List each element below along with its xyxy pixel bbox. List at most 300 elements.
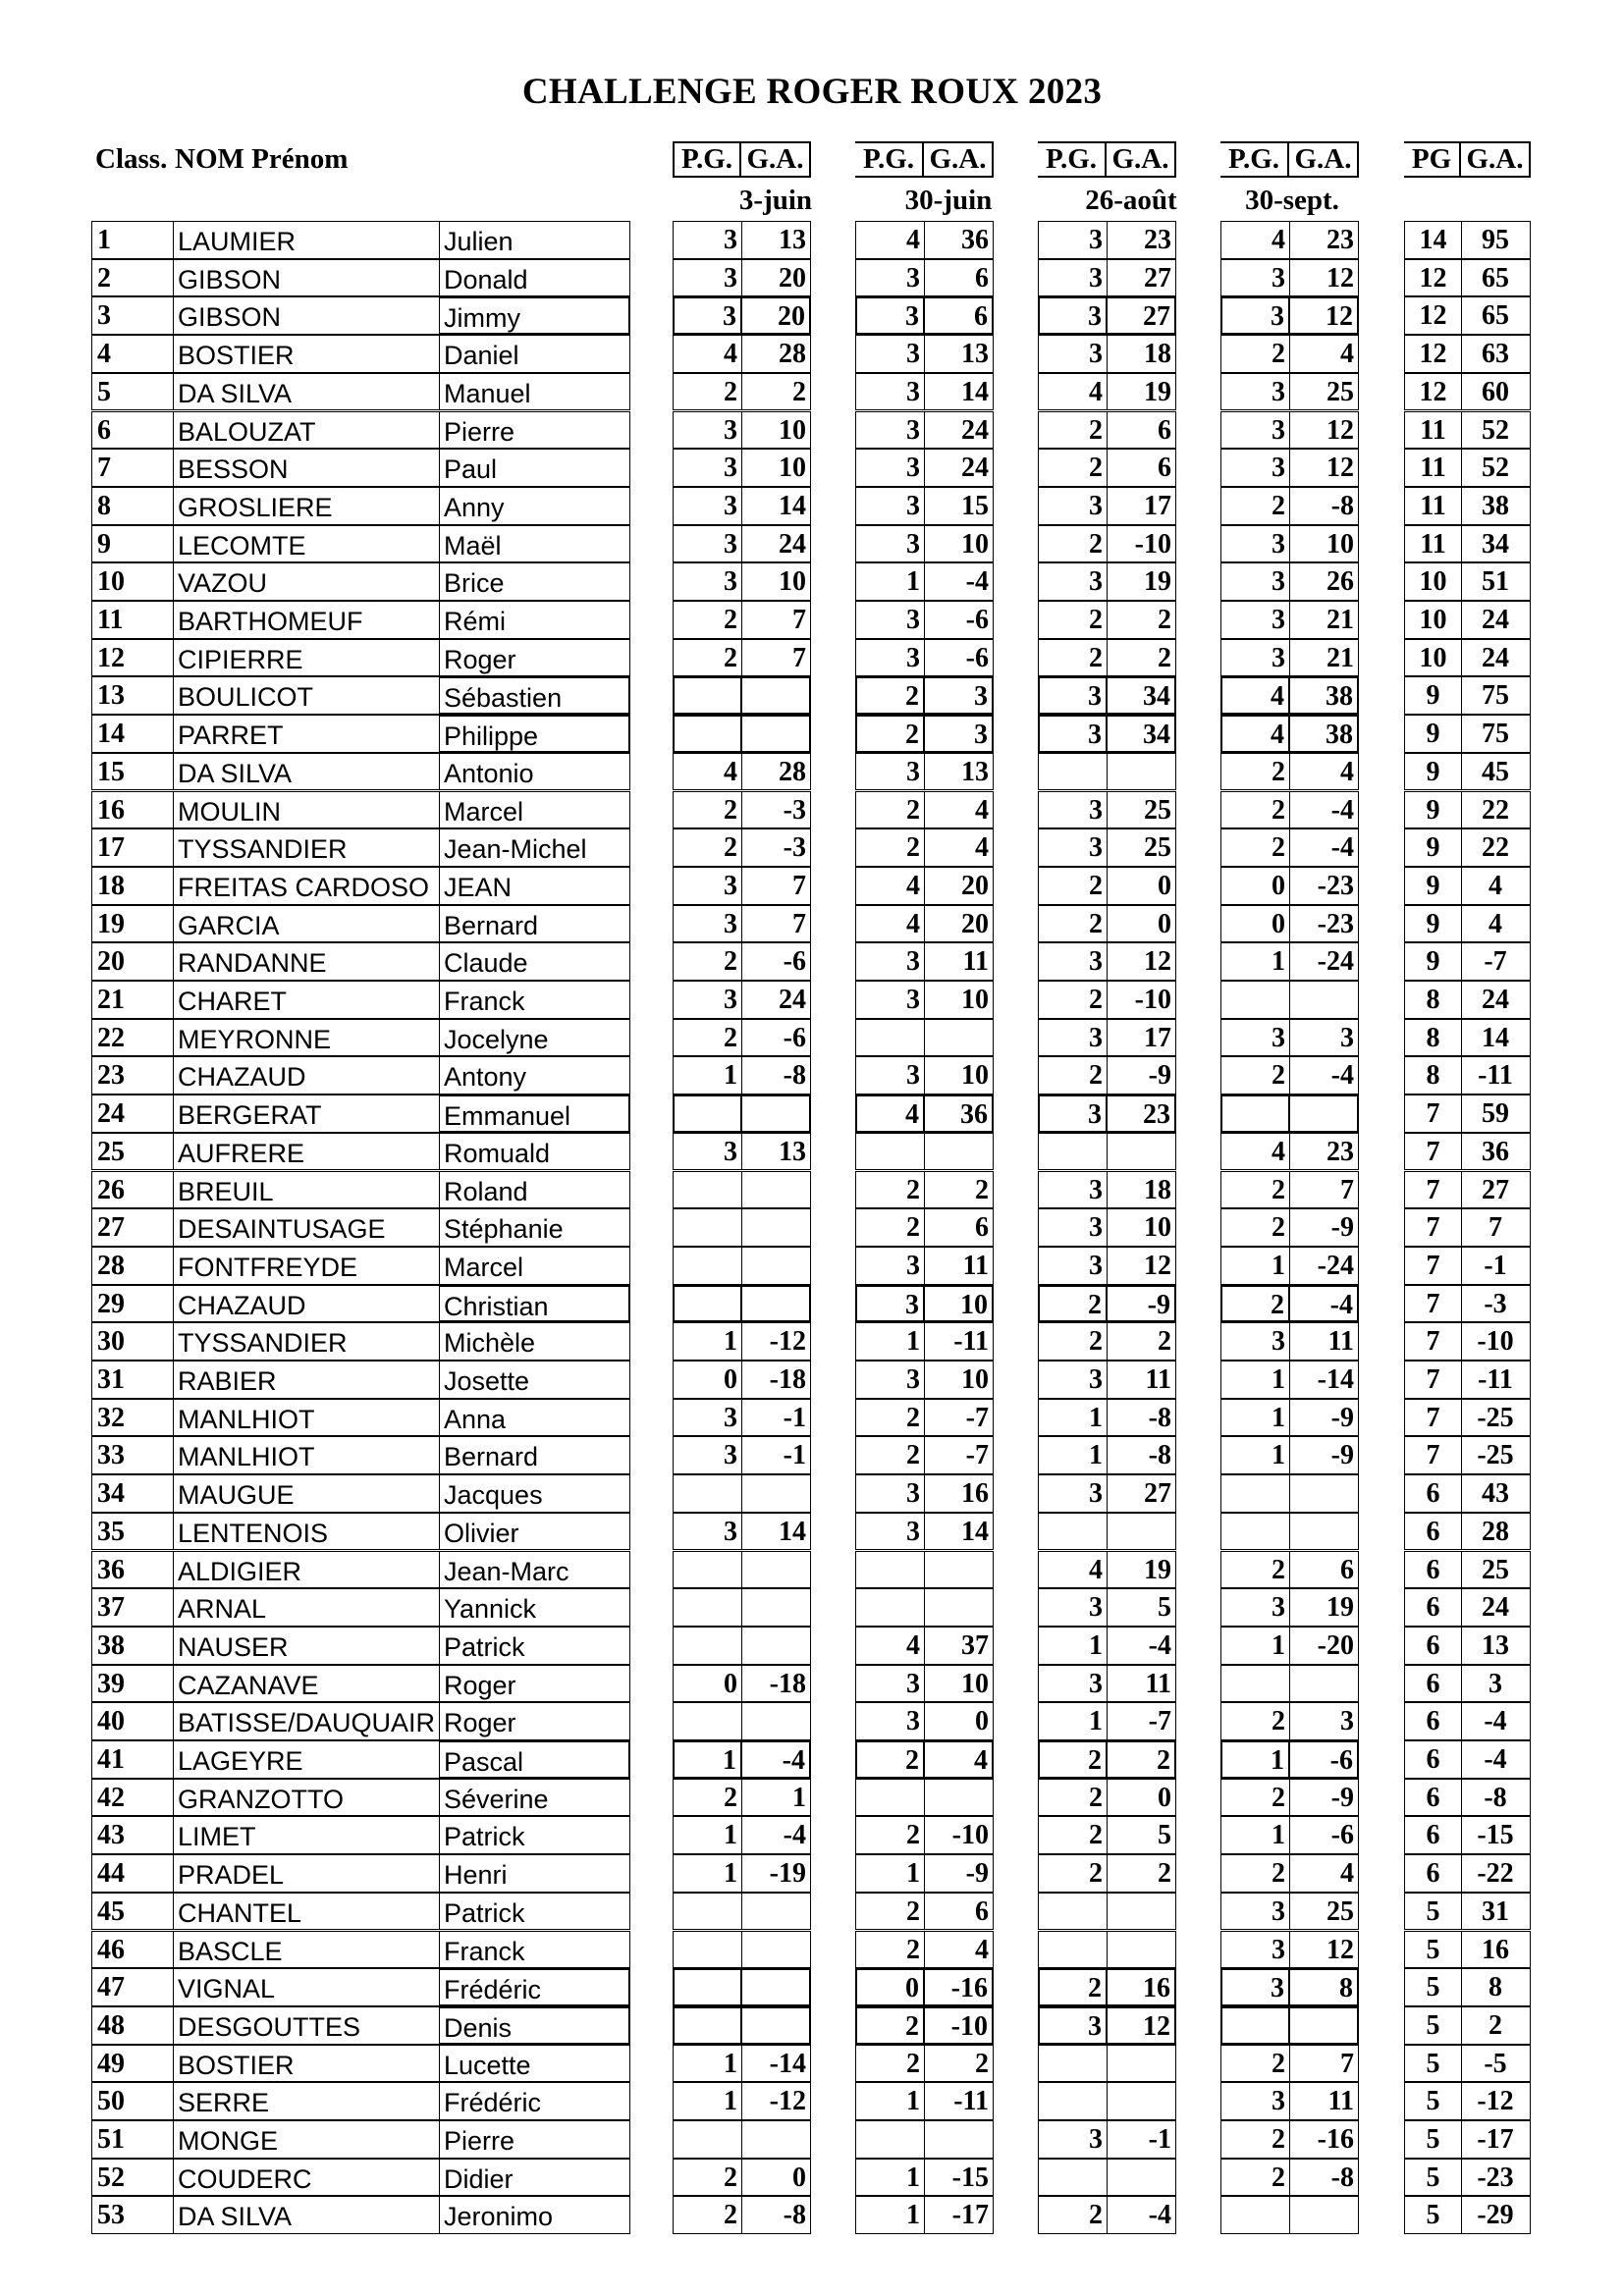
ga-cell-1: 10	[741, 449, 811, 487]
rank-cell: 28	[91, 1247, 174, 1285]
pg-total-cell: 5	[1404, 2045, 1462, 2083]
rank-cell: 38	[91, 1627, 174, 1665]
last-name-cell: GROSLIERE	[174, 487, 440, 525]
first-name-cell: Lucette	[440, 2045, 630, 2083]
pg-cell-3: 2	[1038, 981, 1108, 1019]
last-name-cell: BREUIL	[174, 1171, 440, 1209]
ga-total-cell: -25	[1461, 1436, 1531, 1474]
first-name-cell: Brice	[440, 562, 630, 601]
first-name-cell: Frédéric	[440, 1968, 630, 2006]
pg-total-cell: 12	[1404, 373, 1462, 411]
pg-total-cell: 9	[1404, 905, 1462, 943]
ga-cell-2: 10	[924, 1056, 994, 1095]
rank-cell: 8	[91, 487, 174, 525]
rank-cell: 18	[91, 867, 174, 905]
pg-cell-4: 2	[1220, 487, 1290, 525]
pg-cell-2: 3	[855, 639, 925, 677]
last-name-cell: MANLHIOT	[174, 1399, 440, 1437]
rank-cell: 34	[91, 1474, 174, 1513]
rank-cell: 48	[91, 2006, 174, 2045]
ga-cell-2: 16	[924, 1474, 994, 1513]
last-name-cell: FREITAS CARDOSO	[174, 867, 440, 905]
ga-cell-2: 37	[924, 1627, 994, 1665]
ga-total-cell: 4	[1461, 905, 1531, 943]
ga-cell-1: -18	[741, 1665, 811, 1703]
first-name-cell: Jean-Michel	[440, 828, 630, 867]
pg-cell-1: 3	[673, 449, 742, 487]
pg-total-cell: 11	[1404, 487, 1462, 525]
pg-total-cell: 7	[1404, 1322, 1462, 1361]
last-name-cell: PARRET	[174, 715, 440, 753]
pg-cell-2: 2	[855, 1399, 925, 1437]
ga-cell-3: 34	[1107, 676, 1176, 715]
pg-cell-3: 2	[1038, 525, 1108, 563]
rank-cell: 15	[91, 753, 174, 791]
ga-cell-4: 11	[1289, 2082, 1359, 2120]
pg-cell-4: 3	[1220, 449, 1290, 487]
pg-cell-2: 3	[855, 259, 925, 297]
pg-cell-4	[1220, 981, 1290, 1019]
pg-cell-1: 4	[673, 335, 742, 373]
pg-cell-1: 1	[673, 2045, 742, 2083]
pg-cell-4: 2	[1220, 335, 1290, 373]
ga-cell-3: -7	[1107, 1702, 1176, 1740]
ga-total-cell: 36	[1461, 1133, 1531, 1171]
pg-total-cell: 6	[1404, 1779, 1462, 1817]
ga-cell-3: 2	[1107, 1854, 1176, 1893]
pg-total-cell: 12	[1404, 259, 1462, 297]
first-name-cell: Séverine	[440, 1779, 630, 1817]
last-name-cell: ALDIGIER	[174, 1551, 440, 1589]
pg-cell-2	[855, 1551, 925, 1589]
pg-cell-2: 3	[855, 449, 925, 487]
pg-cell-2: 2	[855, 1171, 925, 1209]
pg-total-cell: 6	[1404, 1474, 1462, 1513]
ga-cell-1: 20	[741, 296, 811, 335]
ga-total-cell: 51	[1461, 562, 1531, 601]
pg-total-cell: 8	[1404, 1019, 1462, 1057]
pg-cell-4: 2	[1220, 1208, 1290, 1247]
pg-total-cell: 14	[1404, 221, 1462, 259]
ga-cell-2: -11	[924, 2082, 994, 2120]
ga-cell-3	[1107, 1133, 1176, 1171]
ga-cell-3: 0	[1107, 867, 1176, 905]
first-name-cell: Pierre	[440, 411, 630, 450]
ga-cell-3: 0	[1107, 905, 1176, 943]
ga-cell-2: 20	[924, 905, 994, 943]
pg-total-cell: 7	[1404, 1095, 1462, 1133]
ga-cell-4: 25	[1289, 373, 1359, 411]
pg-total-cell: 9	[1404, 676, 1462, 715]
header-ga-4: G.A.	[1289, 141, 1359, 178]
pg-cell-2: 3	[855, 1056, 925, 1095]
pg-total-cell: 7	[1404, 1133, 1462, 1171]
last-name-cell: BOSTIER	[174, 2045, 440, 2083]
ga-cell-2: 10	[924, 1285, 994, 1323]
ga-cell-2: 4	[924, 828, 994, 867]
ga-cell-2: 10	[924, 525, 994, 563]
pg-cell-3	[1038, 1931, 1108, 1969]
header-ga-3: G.A.	[1107, 141, 1176, 178]
last-name-cell: GRANZOTTO	[174, 1779, 440, 1817]
first-name-cell: Jacques	[440, 1474, 630, 1513]
rank-cell: 52	[91, 2159, 174, 2197]
pg-cell-1: 2	[673, 942, 742, 981]
ga-cell-2: 36	[924, 221, 994, 259]
ga-cell-1	[741, 1474, 811, 1513]
ga-cell-4: 6	[1289, 1551, 1359, 1589]
pg-total-cell: 11	[1404, 525, 1462, 563]
pg-cell-3: 3	[1038, 487, 1108, 525]
first-name-cell: Julien	[440, 221, 630, 259]
pg-cell-2: 1	[855, 2159, 925, 2197]
pg-cell-1	[673, 1247, 742, 1285]
header-pg-2: P.G.	[855, 141, 924, 178]
pg-cell-2: 2	[855, 2045, 925, 2083]
pg-cell-2: 4	[855, 1627, 925, 1665]
rank-cell: 46	[91, 1931, 174, 1969]
ga-cell-4: -16	[1289, 2120, 1359, 2159]
pg-cell-2: 2	[855, 1893, 925, 1931]
pg-cell-4: 2	[1220, 2120, 1290, 2159]
pg-cell-3: 3	[1038, 1171, 1108, 1209]
ga-total-cell: 75	[1461, 715, 1531, 753]
ga-cell-3: 2	[1107, 601, 1176, 639]
ga-total-cell: -8	[1461, 1779, 1531, 1817]
pg-cell-3: 2	[1038, 1740, 1108, 1779]
ga-cell-4: 4	[1289, 335, 1359, 373]
pg-cell-4: 3	[1220, 411, 1290, 450]
pg-cell-3: 3	[1038, 676, 1108, 715]
pg-cell-2: 2	[855, 2006, 925, 2045]
header-pg-total: PG	[1404, 141, 1461, 178]
ga-cell-1	[741, 715, 811, 753]
pg-cell-3: 2	[1038, 449, 1108, 487]
ga-cell-4: 38	[1289, 676, 1359, 715]
last-name-cell: FONTFREYDE	[174, 1247, 440, 1285]
header-ga-1: G.A.	[741, 141, 811, 178]
pg-total-cell: 6	[1404, 1513, 1462, 1551]
ga-cell-2: 3	[924, 715, 994, 753]
rank-cell: 10	[91, 562, 174, 601]
ga-cell-1: 0	[741, 2159, 811, 2197]
pg-total-cell: 11	[1404, 449, 1462, 487]
ga-cell-3: 11	[1107, 1361, 1176, 1399]
last-name-cell: DESGOUTTES	[174, 2006, 440, 2045]
pg-cell-1: 2	[673, 601, 742, 639]
ga-cell-1	[741, 676, 811, 715]
pg-cell-1: 4	[673, 753, 742, 791]
pg-cell-1	[673, 715, 742, 753]
ga-cell-1: 10	[741, 562, 811, 601]
ga-cell-1: -1	[741, 1399, 811, 1437]
pg-cell-4: 3	[1220, 1893, 1290, 1931]
pg-total-cell: 12	[1404, 335, 1462, 373]
pg-cell-1: 2	[673, 2196, 742, 2234]
ga-cell-4	[1289, 2006, 1359, 2045]
ga-cell-1	[741, 1702, 811, 1740]
rank-cell: 45	[91, 1893, 174, 1931]
pg-cell-3: 3	[1038, 715, 1108, 753]
ga-total-cell: 38	[1461, 487, 1531, 525]
ga-cell-4: -8	[1289, 487, 1359, 525]
last-name-cell: DESAINTUSAGE	[174, 1208, 440, 1247]
pg-total-cell: 9	[1404, 791, 1462, 829]
pg-cell-3	[1038, 2159, 1108, 2197]
pg-cell-4: 1	[1220, 1740, 1290, 1779]
rank-cell: 43	[91, 1816, 174, 1854]
last-name-cell: MEYRONNE	[174, 1019, 440, 1057]
pg-cell-2: 4	[855, 221, 925, 259]
ga-total-cell: -4	[1461, 1702, 1531, 1740]
rank-cell: 39	[91, 1665, 174, 1703]
pg-cell-1	[673, 1627, 742, 1665]
pg-total-cell: 9	[1404, 715, 1462, 753]
last-name-cell: GARCIA	[174, 905, 440, 943]
pg-cell-1: 3	[673, 981, 742, 1019]
ga-cell-3	[1107, 1513, 1176, 1551]
pg-cell-2: 2	[855, 1208, 925, 1247]
ga-cell-2: -7	[924, 1399, 994, 1437]
ga-cell-2: -16	[924, 1968, 994, 2006]
pg-cell-1	[673, 1208, 742, 1247]
pg-cell-4: 4	[1220, 221, 1290, 259]
ga-total-cell: 13	[1461, 1627, 1531, 1665]
last-name-cell: COUDERC	[174, 2159, 440, 2197]
pg-cell-4: 2	[1220, 2045, 1290, 2083]
first-name-cell: Donald	[440, 259, 630, 297]
pg-cell-2: 2	[855, 1816, 925, 1854]
ga-cell-1: 7	[741, 601, 811, 639]
first-name-cell: Jimmy	[440, 296, 630, 335]
ga-cell-2: -11	[924, 1322, 994, 1361]
ga-cell-2: 36	[924, 1095, 994, 1133]
first-name-cell: Emmanuel	[440, 1095, 630, 1133]
rank-cell: 40	[91, 1702, 174, 1740]
ga-cell-1: -1	[741, 1436, 811, 1474]
pg-cell-2: 3	[855, 411, 925, 450]
last-name-cell: BATISSE/DAUQUAIR	[174, 1702, 440, 1740]
pg-cell-1: 3	[673, 411, 742, 450]
ga-cell-3: 19	[1107, 373, 1176, 411]
pg-cell-1: 0	[673, 1665, 742, 1703]
pg-cell-1: 3	[673, 562, 742, 601]
last-name-cell: GIBSON	[174, 296, 440, 335]
pg-cell-1	[673, 1893, 742, 1931]
pg-cell-3	[1038, 1513, 1108, 1551]
pg-cell-3: 4	[1038, 1551, 1108, 1589]
pg-cell-2: 3	[855, 1513, 925, 1551]
ga-total-cell: -3	[1461, 1285, 1531, 1323]
last-name-cell: MAUGUE	[174, 1474, 440, 1513]
ga-cell-3: 25	[1107, 791, 1176, 829]
last-name-cell: MOULIN	[174, 791, 440, 829]
last-name-cell: VAZOU	[174, 562, 440, 601]
pg-cell-3: 3	[1038, 221, 1108, 259]
first-name-cell: Marcel	[440, 1247, 630, 1285]
ga-cell-3: 25	[1107, 828, 1176, 867]
ga-cell-4: -24	[1289, 942, 1359, 981]
pg-cell-2: 3	[855, 942, 925, 981]
ga-cell-1: 7	[741, 639, 811, 677]
first-name-cell: Daniel	[440, 335, 630, 373]
first-name-cell: Rémi	[440, 601, 630, 639]
ga-cell-3: -8	[1107, 1436, 1176, 1474]
pg-cell-1: 3	[673, 1399, 742, 1437]
ga-cell-4: -9	[1289, 1779, 1359, 1817]
rank-cell: 13	[91, 676, 174, 715]
first-name-cell: Josette	[440, 1361, 630, 1399]
ga-total-cell: 3	[1461, 1665, 1531, 1703]
pg-cell-3: 3	[1038, 1474, 1108, 1513]
ga-total-cell: 52	[1461, 449, 1531, 487]
ga-cell-3: 2	[1107, 1740, 1176, 1779]
ga-cell-2: 13	[924, 335, 994, 373]
date-4: 30-sept.	[1245, 185, 1339, 216]
ga-cell-4: -6	[1289, 1816, 1359, 1854]
pg-cell-2: 3	[855, 1247, 925, 1285]
ga-cell-2	[924, 1133, 994, 1171]
pg-cell-4: 3	[1220, 562, 1290, 601]
pg-total-cell: 11	[1404, 411, 1462, 450]
first-name-cell: Roger	[440, 1702, 630, 1740]
ga-cell-4	[1289, 1665, 1359, 1703]
ga-cell-3: 12	[1107, 2006, 1176, 2045]
first-name-cell: Anna	[440, 1399, 630, 1437]
ga-cell-2	[924, 1588, 994, 1627]
ga-cell-1: 24	[741, 525, 811, 563]
ga-cell-4: 21	[1289, 601, 1359, 639]
ga-cell-1	[741, 1095, 811, 1133]
last-name-cell: BARTHOMEUF	[174, 601, 440, 639]
ga-cell-3	[1107, 753, 1176, 791]
last-name-cell: LAUMIER	[174, 221, 440, 259]
pg-cell-4: 2	[1220, 828, 1290, 867]
pg-cell-3: 1	[1038, 1436, 1108, 1474]
ga-cell-2: 3	[924, 676, 994, 715]
pg-cell-2: 3	[855, 601, 925, 639]
rank-cell: 42	[91, 1779, 174, 1817]
pg-total-cell: 5	[1404, 1968, 1462, 2006]
last-name-cell: CHARET	[174, 981, 440, 1019]
ga-cell-3: 6	[1107, 449, 1176, 487]
ga-cell-3: 27	[1107, 1474, 1176, 1513]
last-name-cell: ARNAL	[174, 1588, 440, 1627]
first-name-cell: Patrick	[440, 1627, 630, 1665]
ga-cell-3	[1107, 2082, 1176, 2120]
pg-cell-3: 3	[1038, 1361, 1108, 1399]
ga-cell-4: 10	[1289, 525, 1359, 563]
pg-cell-2	[855, 1779, 925, 1817]
ga-total-cell: -5	[1461, 2045, 1531, 2083]
ga-cell-4: 4	[1289, 1854, 1359, 1893]
header-ga-2: G.A.	[924, 141, 994, 178]
ga-cell-2	[924, 2120, 994, 2159]
first-name-cell: Antony	[440, 1056, 630, 1095]
ga-total-cell: 7	[1461, 1208, 1531, 1247]
ga-total-cell: 8	[1461, 1968, 1531, 2006]
ga-cell-3: 12	[1107, 1247, 1176, 1285]
pg-cell-3: 2	[1038, 867, 1108, 905]
ga-cell-2: 4	[924, 1740, 994, 1779]
pg-total-cell: 8	[1404, 1056, 1462, 1095]
header-pg-4: P.G.	[1220, 141, 1289, 178]
pg-cell-1	[673, 1702, 742, 1740]
date-2: 30-juin	[904, 185, 993, 216]
pg-cell-1	[673, 2120, 742, 2159]
pg-cell-1: 2	[673, 1779, 742, 1817]
ga-cell-4: -9	[1289, 1436, 1359, 1474]
ga-total-cell: -11	[1461, 1361, 1531, 1399]
first-name-cell: Jocelyne	[440, 1019, 630, 1057]
pg-cell-4	[1220, 1513, 1290, 1551]
pg-cell-4: 3	[1220, 1588, 1290, 1627]
ga-cell-1: 28	[741, 753, 811, 791]
ga-cell-4: 12	[1289, 1931, 1359, 1969]
pg-cell-1: 3	[673, 1436, 742, 1474]
pg-cell-3	[1038, 2045, 1108, 2083]
ga-cell-1: 10	[741, 411, 811, 450]
first-name-cell: Manuel	[440, 373, 630, 411]
pg-cell-1	[673, 1588, 742, 1627]
pg-cell-3	[1038, 1133, 1108, 1171]
rank-cell: 31	[91, 1361, 174, 1399]
ga-cell-3: 27	[1107, 296, 1176, 335]
rank-cell: 32	[91, 1399, 174, 1437]
pg-cell-3: 2	[1038, 1968, 1108, 2006]
ga-cell-4: 26	[1289, 562, 1359, 601]
pg-cell-2: 1	[855, 2082, 925, 2120]
last-name-cell: NAUSER	[174, 1627, 440, 1665]
ga-cell-4: 21	[1289, 639, 1359, 677]
pg-cell-1: 1	[673, 1056, 742, 1095]
first-name-cell: Bernard	[440, 905, 630, 943]
ga-cell-3: 17	[1107, 1019, 1176, 1057]
ga-cell-4: -9	[1289, 1208, 1359, 1247]
ga-cell-2: 6	[924, 1893, 994, 1931]
pg-cell-2: 2	[855, 676, 925, 715]
pg-cell-4: 3	[1220, 1019, 1290, 1057]
pg-cell-4	[1220, 1474, 1290, 1513]
ga-total-cell: 59	[1461, 1095, 1531, 1133]
last-name-cell: LIMET	[174, 1816, 440, 1854]
ga-cell-1: -8	[741, 2196, 811, 2234]
ga-cell-1: 7	[741, 867, 811, 905]
first-name-cell: Denis	[440, 2006, 630, 2045]
pg-total-cell: 9	[1404, 828, 1462, 867]
first-name-cell: Pierre	[440, 2120, 630, 2159]
pg-total-cell: 5	[1404, 2159, 1462, 2197]
pg-cell-1	[673, 1171, 742, 1209]
pg-cell-2	[855, 1019, 925, 1057]
last-name-cell: LENTENOIS	[174, 1513, 440, 1551]
ga-cell-4: 8	[1289, 1968, 1359, 2006]
ga-cell-1	[741, 2120, 811, 2159]
last-name-cell: RABIER	[174, 1361, 440, 1399]
pg-cell-1: 2	[673, 639, 742, 677]
pg-cell-4: 0	[1220, 867, 1290, 905]
first-name-cell: Stéphanie	[440, 1208, 630, 1247]
pg-total-cell: 6	[1404, 1702, 1462, 1740]
ga-cell-4: 3	[1289, 1702, 1359, 1740]
ga-cell-2: 6	[924, 259, 994, 297]
ga-cell-3: -8	[1107, 1399, 1176, 1437]
ga-cell-1: 14	[741, 1513, 811, 1551]
pg-total-cell: 6	[1404, 1627, 1462, 1665]
pg-cell-2: 1	[855, 2196, 925, 2234]
ga-cell-1: 1	[741, 1779, 811, 1817]
pg-cell-4: 4	[1220, 1133, 1290, 1171]
